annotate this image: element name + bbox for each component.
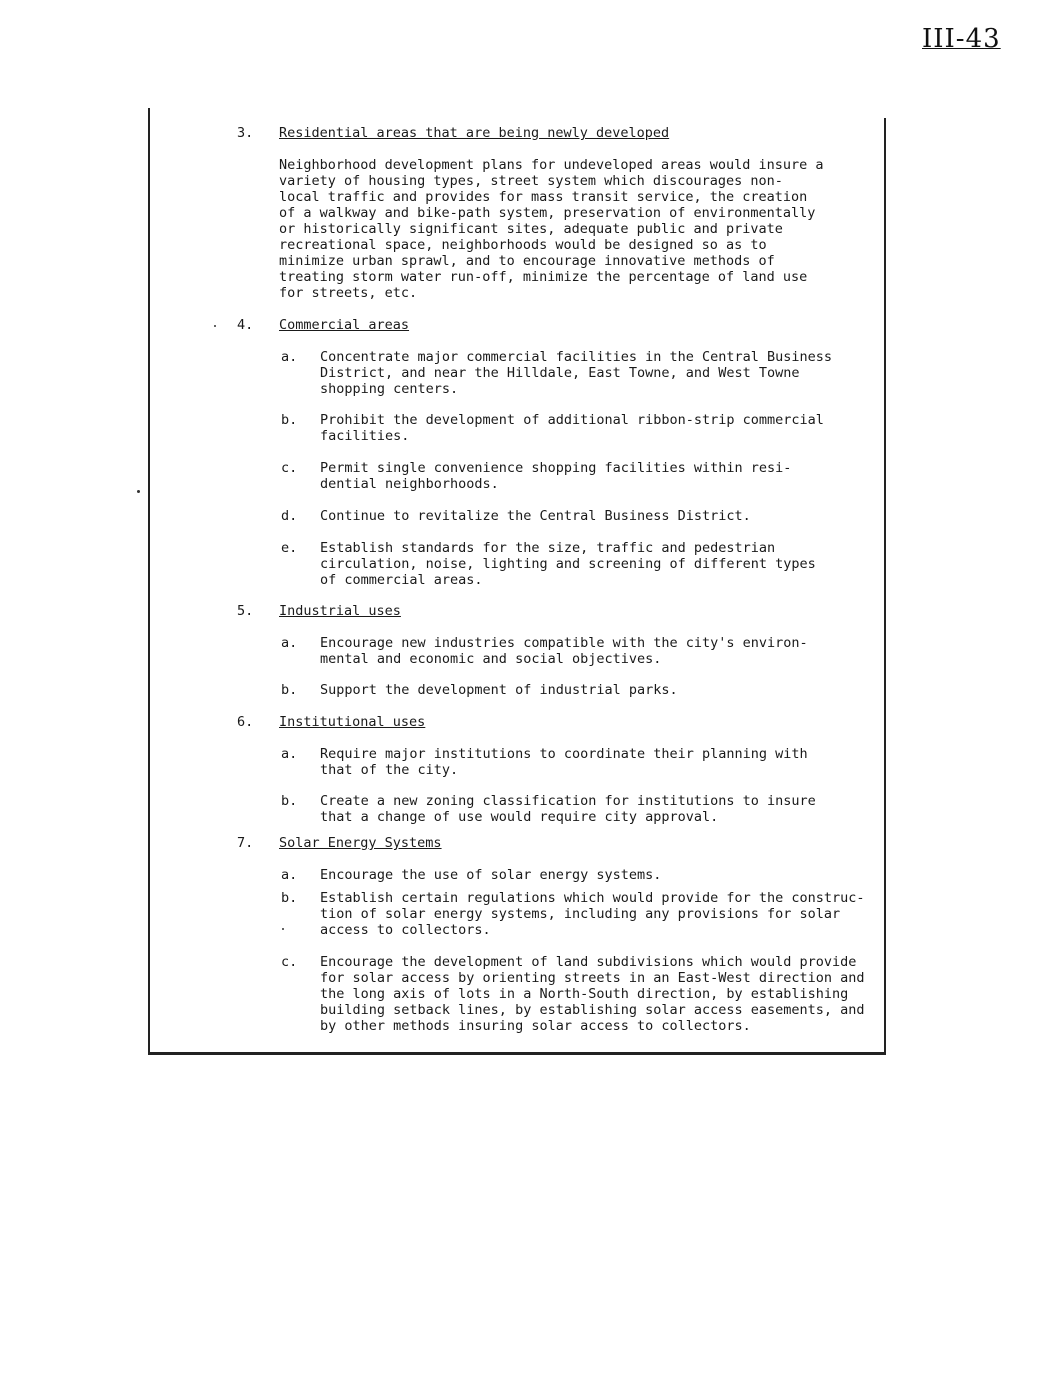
section-paragraph: Neighborhood development plans for undeveloped areas would insure a variety of housing types, street system which discourages non- local traffic and provides for mass transit service, the creation of a walkway and bike-path system, preservation of environmentally or historically significant sites, adequate public and private recreational space, neighborhoods would be designed so as to minimize urban sprawl, and to encourage innovative methods of treating storm water run-off, minimize the percentage of land use for streets, etc. (279, 157, 824, 301)
list-item-text: Encourage the use of solar energy systems. (320, 867, 662, 883)
section-heading: Residential areas that are being newly developed (279, 125, 670, 141)
list-item-letter: b. (281, 412, 298, 428)
list-item-text: Continue to revitalize the Central Business District. (320, 508, 751, 524)
page-number: III-43 (922, 24, 1001, 54)
list-item-text: Permit single convenience shopping facilities within resi- dential neighborhoods. (320, 460, 792, 492)
section-heading: Institutional uses (279, 714, 426, 730)
list-item-letter: c. (281, 460, 298, 476)
list-item-text: Concentrate major commercial facilities in the Central Business District, and near the Hilldale, East Towne, and West Towne shopping centers. (320, 349, 833, 397)
section-number: 6. (237, 714, 254, 730)
list-item-text: Require major institutions to coordinate their planning with that of the city. (320, 746, 808, 778)
list-item-letter: a. (281, 635, 298, 651)
list-item-text: Encourage the development of land subdivisions which would provide for solar access by orienting streets in an East-West direction and the long axis of lots in a North-South direction, by establishing building setback lines, by establishing solar access easements, and by other methods insuring solar access to collectors. (320, 954, 865, 1034)
list-item-text: Prohibit the development of additional ribbon-strip commercial facilities. (320, 412, 824, 444)
list-item-letter: b. (281, 793, 298, 809)
section-heading: Industrial uses (279, 603, 401, 619)
section-number: 3. (237, 125, 254, 141)
list-item-text: Create a new zoning classification for institutions to insure that a change of use would require city approval. (320, 793, 816, 825)
list-item-letter: a. (281, 746, 298, 762)
list-item-letter: b. (281, 682, 298, 698)
list-item-letter: d. (281, 508, 298, 524)
list-item-text: Establish standards for the size, traffic and pedestrian circulation, noise, lighting and screening of different types of commercial areas. (320, 540, 816, 588)
section-heading: Solar Energy Systems (279, 835, 442, 851)
list-item-letter: e. (281, 540, 298, 556)
scan-speck (282, 928, 284, 930)
section-number: 4. (237, 317, 254, 333)
scan-speck (214, 325, 216, 327)
list-item-letter: a. (281, 349, 298, 365)
scan-speck (137, 490, 140, 493)
list-item-text: Establish certain regulations which would provide for the construc- tion of solar energy systems, including any provisions for solar access to collectors. (320, 890, 865, 938)
list-item-text: Encourage new industries compatible with the city's environ- mental and economic and social objectives. (320, 635, 808, 667)
list-item-letter: c. (281, 954, 298, 970)
section-number: 7. (237, 835, 254, 851)
section-heading: Commercial areas (279, 317, 410, 333)
list-item-text: Support the development of industrial parks. (320, 682, 678, 698)
list-item-letter: a. (281, 867, 298, 883)
list-item-letter: b. (281, 890, 298, 906)
section-number: 5. (237, 603, 254, 619)
